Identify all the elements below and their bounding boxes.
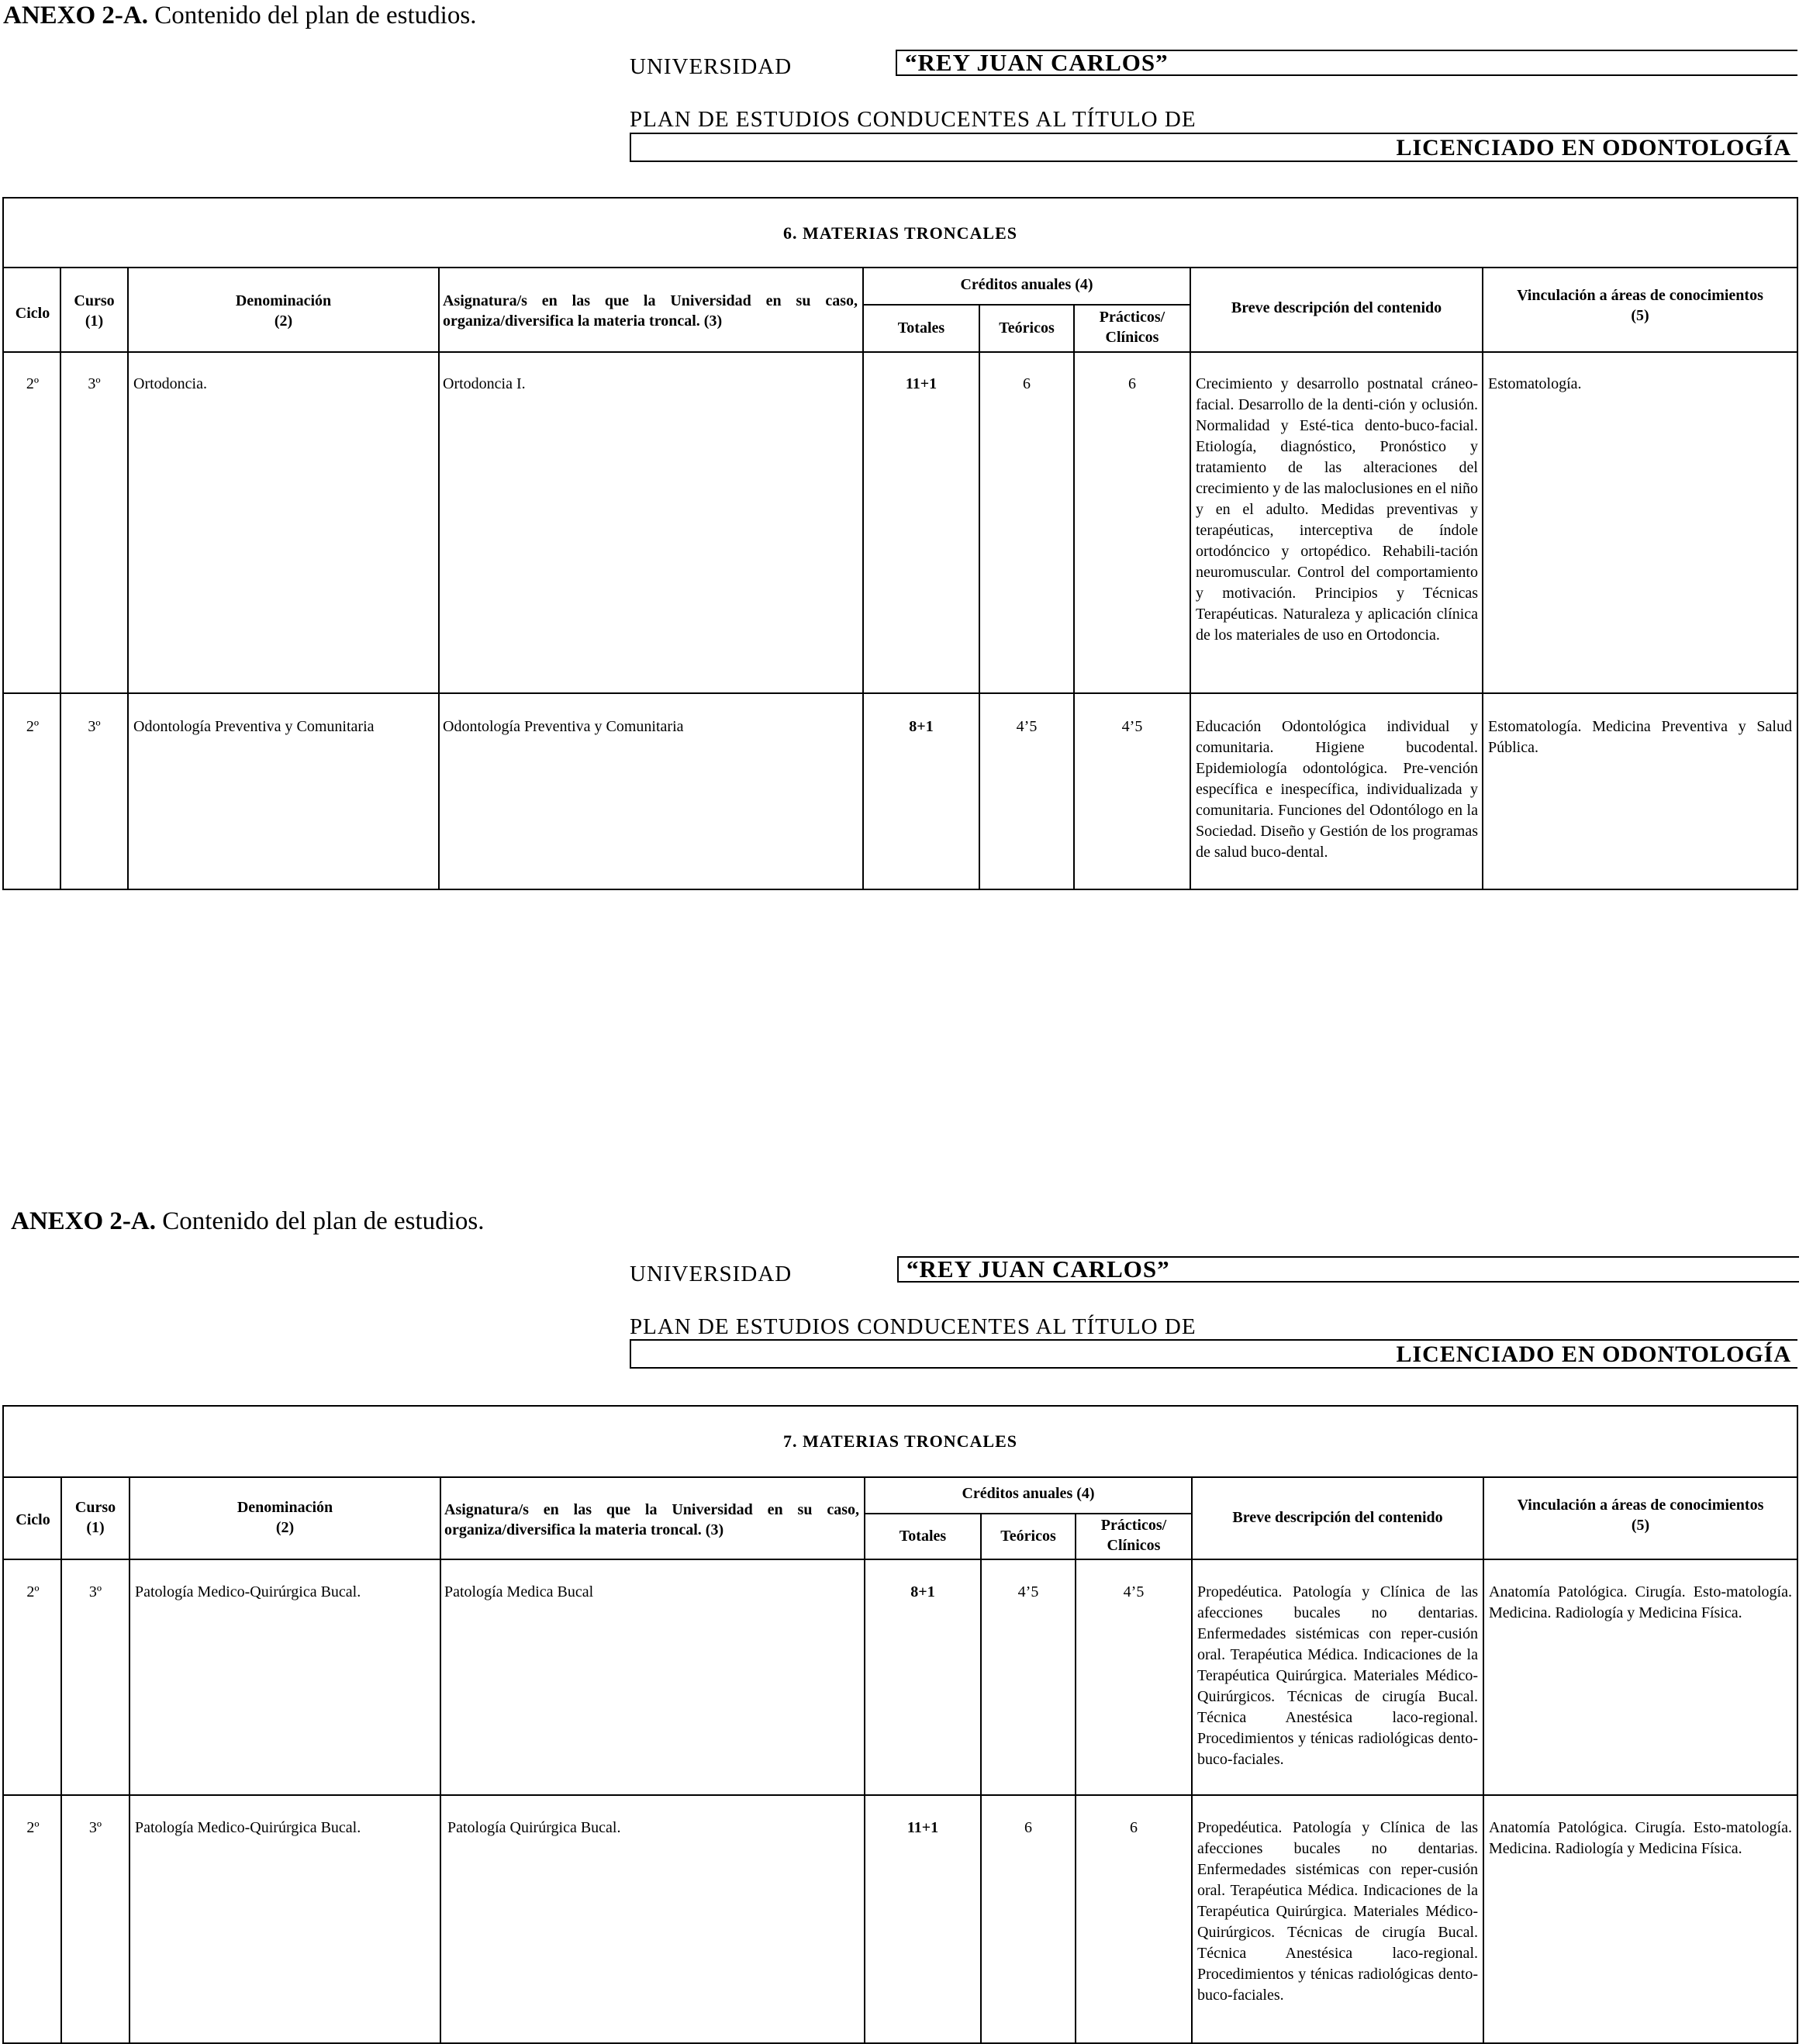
table-row-2-totales: 11+1 <box>906 1819 939 1836</box>
universidad-label: UNIVERSIDAD <box>630 1262 792 1286</box>
table-row-2-practicos: 6 <box>1130 1819 1138 1836</box>
table-row-1-asignatura: Patología Medica Bucal <box>444 1583 594 1600</box>
table-row-2-totales: 8+1 <box>909 718 934 735</box>
table-row-1-ciclo: 2º <box>26 375 40 392</box>
table-row-1-descripcion: Propedéutica. Patología y Clínica de las afecciones bucales no dentarias. Enfermedades sistémicas con reper-cusión oral. Terapéutica Médica. Indicaciones de la Terapéutica Quirúrgica. Materiales Médico-Quirúrgicos. Técnicas de cirugía Bucal. Técnica Anestésica laco-regional. Procedimientos y ténicas radiológicas dento-buco-faciales. <box>1197 1583 1478 1768</box>
table-row-2-descripcion: Educación Odontológica individual y comunitaria. Higiene bucodental. Epidemiología odontológica. Pre-vención específica e inespecífica, individualizada y comunitaria. Funciones del Odontólogo en la Sociedad. Diseño y Gestión de los programas de salud buco-dental. <box>1196 718 1478 861</box>
table-row-2-vinculacion: Anatomía Patológica. Cirugía. Esto-matología. Medicina. Radiología y Medicina Física. <box>1489 1819 1792 1857</box>
header-breve: Breve descripción del contenido <box>1231 299 1442 316</box>
table-row-1-descripcion: Crecimiento y desarrollo postnatal cráneo-facial. Desarrollo de la denti-ción y oclusión. Normalidad y Esté-tica dento-buco-facial. Etiología, diagnóstico, Pronóstico y tratamiento de las alteraciones del crecimiento y de las maloclusiones en el niño y en el adulto. Medidas preventivas y terapéuticas, interceptiva de índole ortodóncico y ortopédico. Rehabili-tación neuromuscular. Control del comportamiento y motivación. Principios y Técnicas Terapéuticas. Naturaleza y aplicación clínica de los materiales de uso en Ortodoncia. <box>1196 375 1478 644</box>
table-row-1-denominacion: Ortodoncia. <box>133 375 207 392</box>
universidad-value: “REY JUAN CARLOS” <box>906 1255 1170 1283</box>
universidad-box <box>897 1256 1799 1283</box>
table-row-1-curso: 3º <box>88 1583 102 1600</box>
table-row-1-teoricos: 4’5 <box>1017 1583 1039 1600</box>
table-row-2-ciclo: 2º <box>26 1819 40 1836</box>
table-row-1-vinculacion: Estomatología. <box>1488 375 1582 392</box>
anexo-heading: ANEXO 2-A. Contenido del plan de estudios. <box>11 1207 485 1235</box>
header-denominacion: Denominación (2) <box>237 1499 333 1536</box>
table-row-1-ciclo: 2º <box>26 1583 40 1600</box>
table-row-1-curso: 3º <box>88 375 101 392</box>
header-asignatura: Asignatura/s en las que la Universidad en su caso, organiza/diversifica la materia troncal. (3) <box>444 1501 859 1538</box>
header-teoricos: Teóricos <box>1000 1528 1056 1545</box>
header-asignatura: Asignatura/s en las que la Universidad en su caso, organiza/diversifica la materia troncal. (3) <box>443 292 858 330</box>
table-row-2-vinculacion: Estomatología. Medicina Preventiva y Salud Pública. <box>1488 718 1792 756</box>
table-row-1-practicos: 6 <box>1128 375 1136 392</box>
plan-label: PLAN DE ESTUDIOS CONDUCENTES AL TÍTULO DE <box>630 1314 1197 1339</box>
table-row-1-totales: 11+1 <box>905 375 938 392</box>
header-ciclo: Ciclo <box>15 305 50 322</box>
header-creditos: Créditos anuales (4) <box>962 1485 1095 1502</box>
universidad-label: UNIVERSIDAD <box>630 54 792 79</box>
header-teoricos: Teóricos <box>999 319 1055 337</box>
table-row-2-curso: 3º <box>88 1819 102 1836</box>
plan-value: LICENCIADO EN ODONTOLOGÍA <box>1396 135 1791 161</box>
header-breve: Breve descripción del contenido <box>1232 1509 1443 1526</box>
anexo-heading: ANEXO 2-A. Contenido del plan de estudios. <box>3 2 477 29</box>
header-curso: Curso (1) <box>74 1499 116 1536</box>
table-row-2-descripcion: Propedéutica. Patología y Clínica de las afecciones bucales no dentarias. Enfermedades sistémicas con reper-cusión oral. Terapéutica Médica. Indicaciones de la Terapéutica Quirúrgica. Materiales Médico-Quirúrgicos. Técnicas de cirugía Bucal. Técnica Anestésica laco-regional. Procedimientos y ténicas radiológicas dento-buco-faciales. <box>1197 1819 1478 2004</box>
header-ciclo: Ciclo <box>16 1511 50 1528</box>
table-row-2-teoricos: 6 <box>1024 1819 1032 1836</box>
universidad-box <box>896 50 1797 76</box>
table-row-1-practicos: 4’5 <box>1123 1583 1145 1600</box>
table-row-2-asignatura: Odontología Preventiva y Comunitaria <box>443 718 684 735</box>
header-vinculacion: Vinculación a áreas de conocimientos (5) <box>1517 1497 1764 1534</box>
plan-value: LICENCIADO EN ODONTOLOGÍA <box>1396 1341 1791 1367</box>
universidad-value: “REY JUAN CARLOS” <box>905 49 1169 76</box>
table-row-2-denominacion: Patología Medico-Quirúrgica Bucal. <box>135 1819 361 1836</box>
table-row-1-vinculacion: Anatomía Patológica. Cirugía. Esto-matología. Medicina. Radiología y Medicina Física. <box>1489 1583 1792 1621</box>
header-totales: Totales <box>897 319 945 337</box>
table-row-1-totales: 8+1 <box>910 1583 935 1600</box>
table-row-1-teoricos: 6 <box>1023 375 1031 392</box>
section-title: 6. MATERIAS TRONCALES <box>783 223 1017 243</box>
table-row-2-curso: 3º <box>88 718 101 735</box>
plan-box <box>630 133 1797 162</box>
section-title: 7. MATERIAS TRONCALES <box>783 1431 1017 1451</box>
header-practicos: Prácticos/ Clínicos <box>1100 1517 1167 1554</box>
table-row-2-denominacion: Odontología Preventiva y Comunitaria <box>133 718 375 735</box>
header-denominacion: Denominación (2) <box>235 292 332 330</box>
table-row-2-practicos: 4’5 <box>1121 718 1143 735</box>
header-practicos: Prácticos/ Clínicos <box>1099 309 1165 346</box>
header-vinculacion: Vinculación a áreas de conocimientos (5) <box>1517 287 1763 324</box>
table-row-2-ciclo: 2º <box>26 718 40 735</box>
table-row-2-teoricos: 4’5 <box>1016 718 1038 735</box>
table-row-2-asignatura: Patología Quirúrgica Bucal. <box>447 1819 621 1836</box>
plan-label: PLAN DE ESTUDIOS CONDUCENTES AL TÍTULO DE <box>630 107 1197 132</box>
troncales-table <box>2 1405 1798 2044</box>
table-row-1-asignatura: Ortodoncia I. <box>443 375 526 392</box>
troncales-table <box>2 197 1798 890</box>
table-row-1-denominacion: Patología Medico-Quirúrgica Bucal. <box>135 1583 361 1600</box>
header-curso: Curso (1) <box>74 292 115 330</box>
header-creditos: Créditos anuales (4) <box>960 276 1093 293</box>
plan-box <box>630 1339 1797 1369</box>
header-totales: Totales <box>899 1528 947 1545</box>
